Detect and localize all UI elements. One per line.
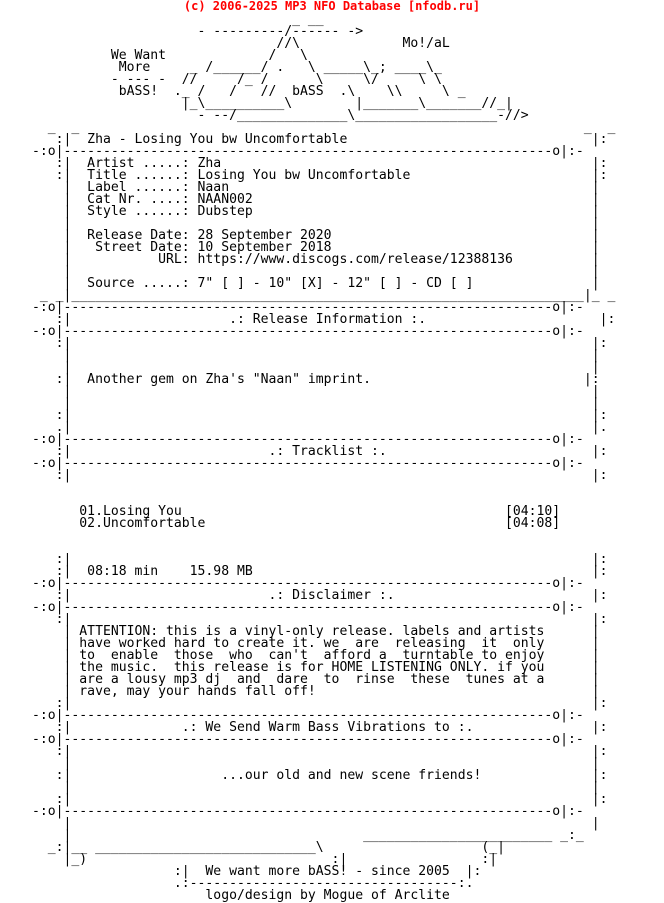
nfo-line: |_) :| :| bbox=[32, 852, 498, 867]
nfo-line: :| .: Tracklist :. |: bbox=[32, 444, 608, 459]
nfo-line: :| .: We Send Warm Bass Vibrations to :. |: bbox=[32, 720, 608, 735]
nfo-line: | the music. this release is for HOME LISTENING ONLY. if you | bbox=[32, 660, 600, 675]
nfo-line: :| |: bbox=[32, 408, 608, 423]
nfo-text bbox=[32, 14, 615, 902]
nfo-line: _:|__ ____________________________\ (_| bbox=[32, 840, 505, 855]
nfo-line: | | bbox=[32, 816, 600, 831]
nfo-line: | | bbox=[32, 396, 600, 411]
nfo-line: | Source .....: 7" [ ] - 10" [X] - 12" [ ] - CD [ ] | bbox=[32, 276, 600, 291]
nfo-line: -:o|--------------------------------------------------------------o|:- bbox=[32, 576, 584, 591]
nfo-line: | Label ......: Naan | bbox=[32, 180, 600, 195]
nfo-line: |_\__________\ |_______\_______//_| bbox=[32, 96, 513, 111]
nfo-line bbox=[32, 530, 615, 542]
nfo-line: 01.Losing You [04:10] bbox=[32, 504, 561, 519]
nfo-line: :| We want more bASS! - since 2005 |: bbox=[32, 864, 482, 879]
nfo-line: -:o|--------------------------------------------------------------o|:- bbox=[32, 432, 584, 447]
nfo-line: _ _|_________________________________________________________________|_ _ bbox=[32, 288, 616, 303]
nfo-line: - ---------/------ -> bbox=[32, 24, 364, 39]
nfo-line: | have worked hard to create it. we are releasing it only | bbox=[32, 636, 600, 651]
nfo-line: | Release Date: 28 September 2020 | bbox=[32, 228, 600, 243]
nfo-line: | | bbox=[32, 756, 600, 771]
nfo-line: More _ /______/ . \ _____\_; ____\_ bbox=[32, 60, 442, 75]
nfo-line: :| |: bbox=[32, 468, 608, 483]
nfo-line: -:o|--------------------------------------------------------------o|:- bbox=[32, 600, 584, 615]
nfo-line: | ATTENTION: this is a vinyl-only release. labels and artists | bbox=[32, 624, 600, 639]
nfo-line: | | bbox=[32, 216, 600, 231]
nfo-line: :| |: bbox=[32, 744, 608, 759]
nfo-line: | ________________________ _:_ bbox=[32, 828, 584, 843]
nfo-line: :| |: bbox=[32, 336, 608, 351]
nfo-line: We Want / \ bbox=[32, 48, 308, 63]
nfo-line: -:o|--------------------------------------------------------------o|:- bbox=[32, 804, 584, 819]
nfo-line: :| .: Release Information :. |: bbox=[32, 312, 616, 327]
nfo-line: | Cat Nr. ....: NAAN002 | bbox=[32, 192, 600, 207]
nfo-line: - --- - // /_ / \ \/ \ \ bbox=[32, 72, 442, 87]
nfo-line: :| Artist .....: Zha |: bbox=[32, 156, 608, 171]
nfo-line: :| |: bbox=[32, 696, 608, 711]
nfo-line: :| .: Disclaimer :. |: bbox=[32, 588, 608, 603]
nfo-line: -:o|--------------------------------------------------------------o|:- bbox=[32, 324, 584, 339]
nfo-line: -:o|--------------------------------------------------------------o|:- bbox=[32, 456, 584, 471]
nfo-line: | Street Date: 10 September 2018 | bbox=[32, 240, 600, 255]
nfo-line: :| Another gem on Zha's "Naan" imprint. |: bbox=[32, 372, 600, 387]
nfo-line: _ __ bbox=[32, 12, 324, 27]
nfo-line: _ _ _ _ bbox=[32, 120, 616, 135]
nfo-line: | | bbox=[32, 348, 600, 363]
nfo-line: .| |. bbox=[32, 420, 608, 435]
nfo-line: | are a lousy mp3 dj and dare to rinse these tunes at a | bbox=[32, 672, 600, 687]
nfo-line: :| 08:18 min 15.98 MB |: bbox=[32, 564, 608, 579]
nfo-line: - --/______________\__________________-//> bbox=[32, 108, 529, 123]
nfo-line: -:o|--------------------------------------------------------------o|:- bbox=[32, 732, 584, 747]
nfo-line: .:----------------------------------:. bbox=[32, 876, 474, 891]
nfo-line: | | bbox=[32, 360, 600, 375]
nfo-line: :| |: bbox=[32, 612, 608, 627]
nfo-line: :| |: bbox=[32, 792, 608, 807]
nfo-line: | rave, may your hands fall off! | bbox=[32, 684, 600, 699]
nfo-line: | to enable those who can't afford a turntable to enjoy | bbox=[32, 648, 600, 663]
nfo-line: | | bbox=[32, 384, 600, 399]
nfo-line: -:o|--------------------------------------------------------------o|:- bbox=[32, 708, 584, 723]
nfo-line: logo/design by Mogue of Arclite bbox=[32, 888, 450, 903]
nfo-line bbox=[32, 482, 615, 494]
nfo-line: bASS! ._ / / // bASS .\ \\ \ _ bbox=[32, 84, 466, 99]
nfo-line: | | bbox=[32, 780, 600, 795]
nfo-line: 02.Uncomfortable [04:08] bbox=[32, 516, 561, 531]
nfo-line: :| Title ......: Losing You bw Uncomfortable |: bbox=[32, 168, 608, 183]
nfo-line: | | bbox=[32, 264, 600, 279]
site-header: (c) 2006-2025 MP3 NFO Database [nfodb.ru] bbox=[183, 0, 481, 13]
nfo-line: :| Zha - Losing You bw Uncomfortable |: bbox=[32, 132, 608, 147]
nfo-line: //\ Mo!/aL bbox=[32, 36, 450, 51]
nfo-line: :| ...our old and new scene friends! |: bbox=[32, 768, 608, 783]
nfo-line: | Style ......: Dubstep | bbox=[32, 204, 600, 219]
nfo-line: :| |: bbox=[32, 552, 608, 567]
nfo-line: -:o|--------------------------------------------------------------o|:- bbox=[32, 144, 584, 159]
nfo-line: | URL: https://www.discogs.com/release/12388136 | bbox=[32, 252, 600, 267]
nfo-line: -:o|--------------------------------------------------------------o|:- bbox=[32, 300, 584, 315]
